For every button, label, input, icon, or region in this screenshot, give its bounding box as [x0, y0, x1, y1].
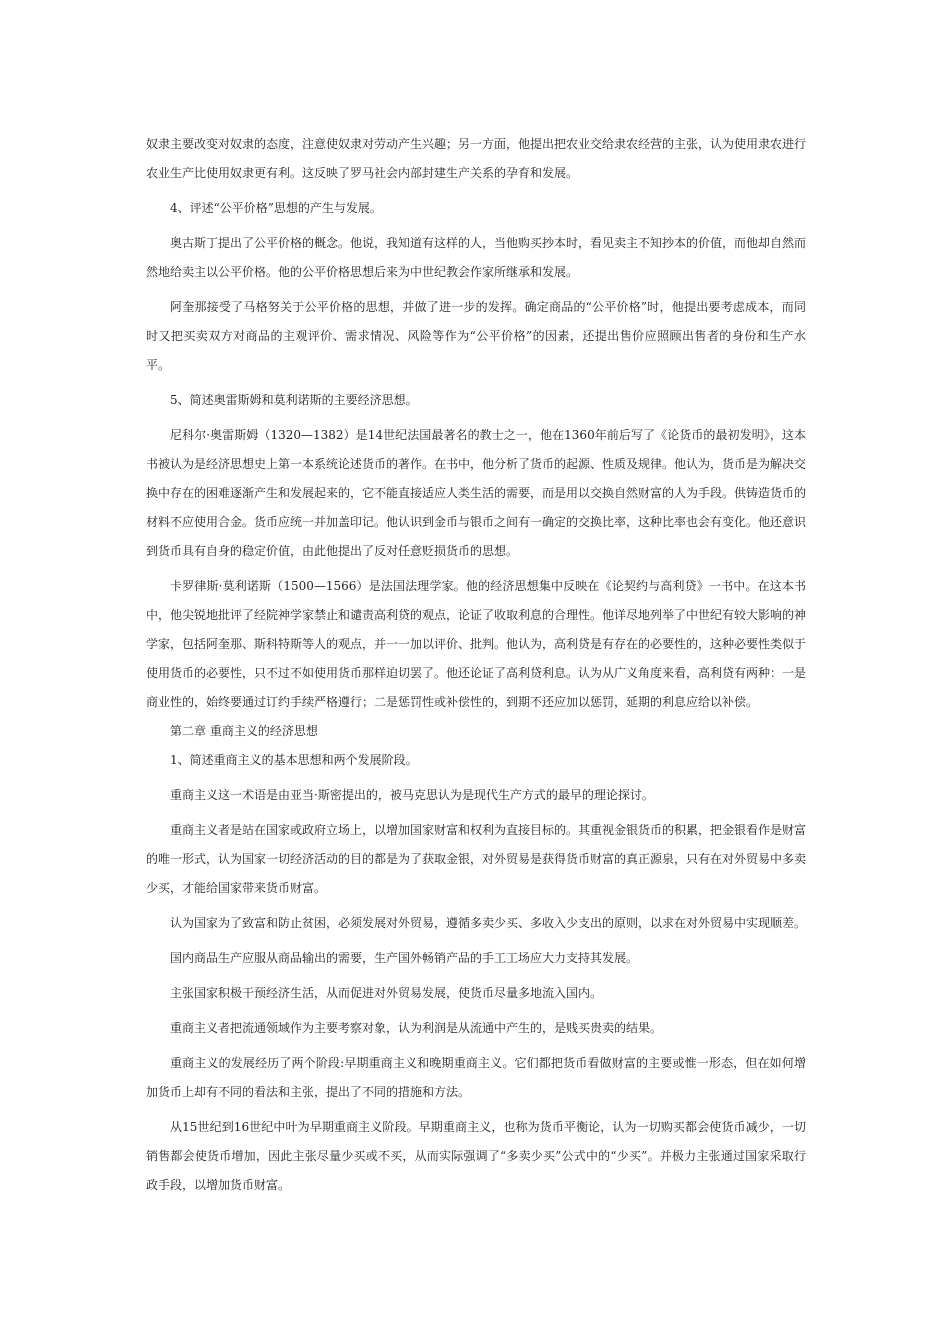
- chapter-heading: 第二章 重商主义的经济思想: [170, 724, 318, 738]
- paragraph-continuation: 奴隶主要改变对奴隶的态度，注意使奴隶对劳动产生兴趣；另一方面，他提出把农业交给隶农经营的主张，认为使用隶农进行农业生产比使用奴隶更有利。这反映了罗马社会内部封建生产关系的孕育和发展。: [146, 137, 807, 180]
- paragraph: 从15世纪到16世纪中叶为早期重商主义阶段。早期重商主义，也称为货币平衡论，认为一切购买都会使货币减少，一切销售都会使货币增加，因此主张尽量少买或不买，从而实际强调了“多卖少买”公式中的“少买”。并极力主张通过国家采取行政手段，以增加货币财富。: [146, 1120, 806, 1192]
- question-heading: 1、简述重商主义的基本思想和两个发展阶段。: [170, 753, 418, 767]
- paragraph: 认为国家为了致富和防止贫困，必须发展对外贸易，遵循多卖少买、多收入少支出的原则，以求在对外贸易中实现顺差。: [170, 916, 807, 930]
- paragraph: 卡罗律斯·莫利诺斯（1500—1566）是法国法理学家。他的经济思想集中反映在《论契约与高利贷》一书中。在这本书中，他尖锐地批评了经院神学家禁止和谴责高利贷的观点，论证了收取利息的合理性。他详尽地列举了中世纪有较大影响的神学家，包括阿奎那、斯科特斯等人的观点，并一一加以评价、批判。他认为，高利贷是有存在的必要性的，这种必要性类似于使用货币的必要性，只不过不如使用货币那样迫切罢了。他还论证了高利贷利息。认为从广义角度来看，高利贷有两种：一是商业性的，始终要通过订约手续严格遵行；二是惩罚性或补偿性的，到期不还应加以惩罚，延期的利息应给以补偿。: [146, 579, 807, 709]
- paragraph: 重商主义者把流通领域作为主要考察对象，认为利润是从流通中产生的，是贱买贵卖的结果。: [170, 1021, 663, 1035]
- question-heading: 5、简述奥雷斯姆和莫利诺斯的主要经济思想。: [170, 393, 418, 407]
- paragraph: 阿奎那接受了马格努关于公平价格的思想，并做了进一步的发挥。确定商品的“公平价格”时，他提出要考虑成本，而同时又把买卖双方对商品的主观评价、需求情况、风险等作为“公平价格”的因素，还提出售价应照顾出售者的身份和生产水平。: [146, 300, 806, 372]
- paragraph: 重商主义者是站在国家或政府立场上，以增加国家财富和权利为直接目标的。其重视金银货币的积累，把金银看作是财富的唯一形式，认为国家一切经济活动的目的都是为了获取金银，对外贸易是获得货币财富的真正源泉，只有在对外贸易中多卖少买，才能给国家带来货币财富。: [146, 823, 807, 895]
- question-heading: 4、评述“公平价格”思想的产生与发展。: [170, 201, 382, 215]
- paragraph: 奥古斯丁提出了公平价格的概念。他说，我知道有这样的人，当他购买抄本时，看见卖主不知抄本的价值，而他却自然而然地给卖主以公平价格。他的公平价格思想后来为中世纪教会作家所继承和发展。: [146, 236, 807, 279]
- paragraph: 主张国家积极干预经济生活，从而促进对外贸易发展，使货币尽量多地流入国内。: [170, 986, 603, 1000]
- paragraph: 重商主义这一术语是由亚当·斯密提出的，被马克思认为是现代生产方式的最早的理论探讨。: [170, 788, 654, 802]
- paragraph: 尼科尔·奥雷斯姆（1320—1382）是14世纪法国最著名的教士之一，他在1360年前后写了《论货币的最初发明》，这本书被认为是经济思想史上第一本系统论述货币的著作。在书中，他分析了货币的起源、性质及规律。他认为，货币是为解决交换中存在的困难逐渐产生和发展起来的，它不能直接适应人类生活的需要，而是用以交换自然财富的人为手段。供铸造货币的材料不应使用合金。货币应统一并加盖印记。他认识到金币与银币之间有一确定的交换比率，这种比率也会有变化。他还意识到货币具有自身的稳定价值，由此他提出了反对任意贬损货币的思想。: [146, 428, 807, 558]
- paragraph: 重商主义的发展经历了两个阶段:早期重商主义和晚期重商主义。它们都把货币看做财富的主要或惟一形态，但在如何增加货币上却有不同的看法和主张，提出了不同的措施和方法。: [146, 1056, 806, 1099]
- document-page: [146, 130, 806, 1200]
- paragraph: 国内商品生产应服从商品输出的需要，生产国外畅销产品的手工工场应大力支持其发展。: [170, 951, 639, 965]
